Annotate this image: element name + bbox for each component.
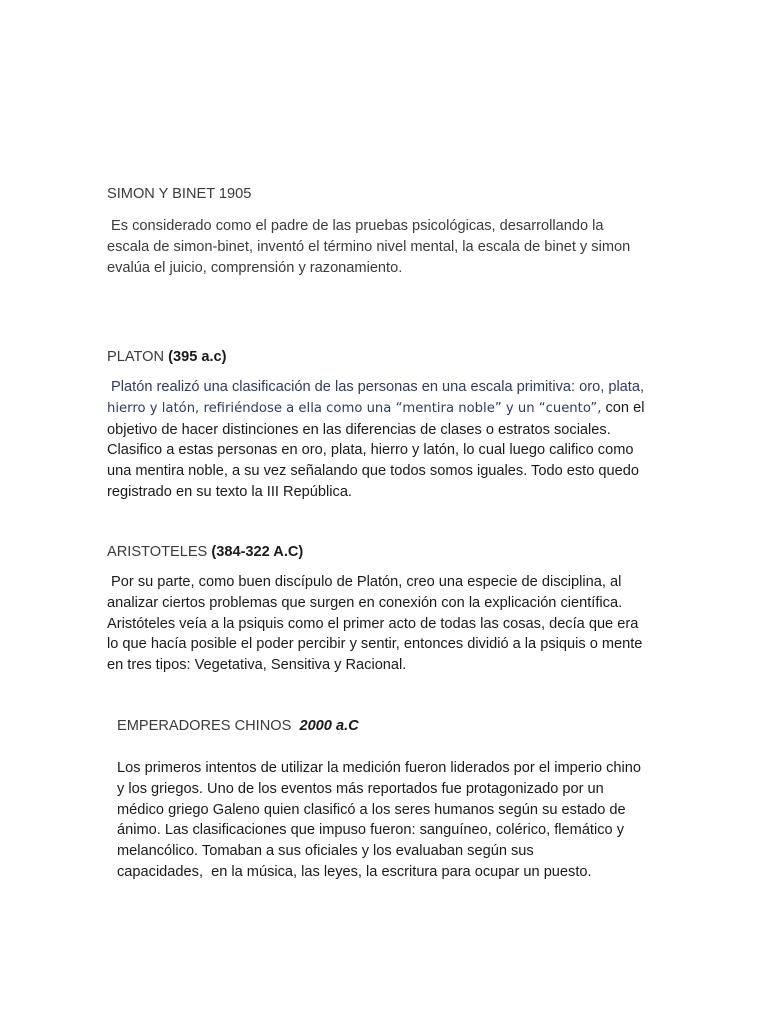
paragraph-line-rest: con el [601, 399, 645, 416]
paragraph-line: Aristóteles veía a la psiquis como el primer acto de todas las cosas, decía que era [107, 615, 639, 632]
heading-platon-name: PLATON [107, 349, 169, 365]
paragraph-line: y los griegos. Uno de los eventos más reportados fue protagonizado por un [117, 780, 604, 797]
paragraph-line: Platón realizó una clasificación de las personas en una escala primitiva: oro, plata, [107, 379, 645, 395]
heading-emperadores-name: EMPERADORES CHINOS [117, 718, 300, 734]
section-platon [107, 347, 667, 368]
heading-emperadores [117, 716, 677, 737]
paragraph-aristoteles [107, 572, 687, 676]
heading-platon-date: (395 a.c) [168, 349, 227, 365]
paragraph-simon-binet [107, 216, 667, 278]
heading-aristoteles-name: ARISTOTELES [107, 544, 212, 560]
heading-platon [107, 347, 667, 368]
paragraph-line: melancólico. Tomaban a sus oficiales y los evaluaban según sus [117, 843, 534, 860]
section-aristoteles [107, 542, 667, 563]
quote-blue-text: hierro y latón, refiriéndose a ella como una “mentira noble” y un “cuento”, [107, 400, 602, 416]
paragraph-line: analizar ciertos problemas que surgen en conexión con la explicación científica. [107, 594, 623, 611]
paragraph-line: en tres tipos: Vegetativa, Sensitiva y Racional. [107, 657, 407, 674]
paragraph-line: evalúa el juicio, comprensión y razonamiento. [107, 259, 403, 276]
heading-aristoteles [107, 542, 667, 563]
paragraph-line: una mentira noble, a su vez señalando que todos somos iguales. Todo esto quedo [107, 463, 639, 480]
paragraph-line: objetivo de hacer distinciones en las diferencias de clases o estratos sociales. [107, 421, 611, 438]
paragraph-line: capacidades, en la música, las leyes, la escritura para ocupar un puesto. [117, 863, 592, 880]
paragraph-line: registrado en su texto la III República. [107, 483, 352, 500]
paragraph-line-mixed [107, 398, 687, 420]
paragraph-platon [107, 377, 687, 503]
heading-aristoteles-date: (384-322 A.C) [211, 544, 304, 560]
section-simon-binet [107, 184, 667, 205]
section-emperadores-chinos [117, 716, 677, 737]
paragraph-line: Por su parte, como buen discípulo de Platón, creo una especie de disciplina, al [107, 574, 622, 590]
paragraph-line: Es considerado como el padre de las pruebas psicológicas, desarrollando la [107, 218, 604, 234]
paragraph-line: lo que hacía posible el poder percibir y sentir, entonces dividió a la psiquis o mente [107, 636, 643, 653]
paragraph-line: Los primeros intentos de utilizar la medición fueron liderados por el imperio chino [117, 760, 642, 776]
paragraph-emperadores [117, 758, 677, 883]
heading-emperadores-date: 2000 a.C [299, 718, 359, 734]
paragraph-line: Clasifico a estas personas en oro, plata, hierro y latón, lo cual luego califico como [107, 442, 634, 459]
paragraph-line: médico griego Galeno quien clasificó a los seres humanos según su estado de [117, 801, 626, 818]
heading-simon-binet: SIMON Y BINET 1905 [107, 186, 252, 202]
paragraph-line: escala de simon-binet, inventó el término nivel mental, la escala de binet y simon [107, 238, 631, 255]
paragraph-line: ánimo. Las clasificaciones que impuso fueron: sanguíneo, colérico, flemático y [117, 822, 624, 839]
